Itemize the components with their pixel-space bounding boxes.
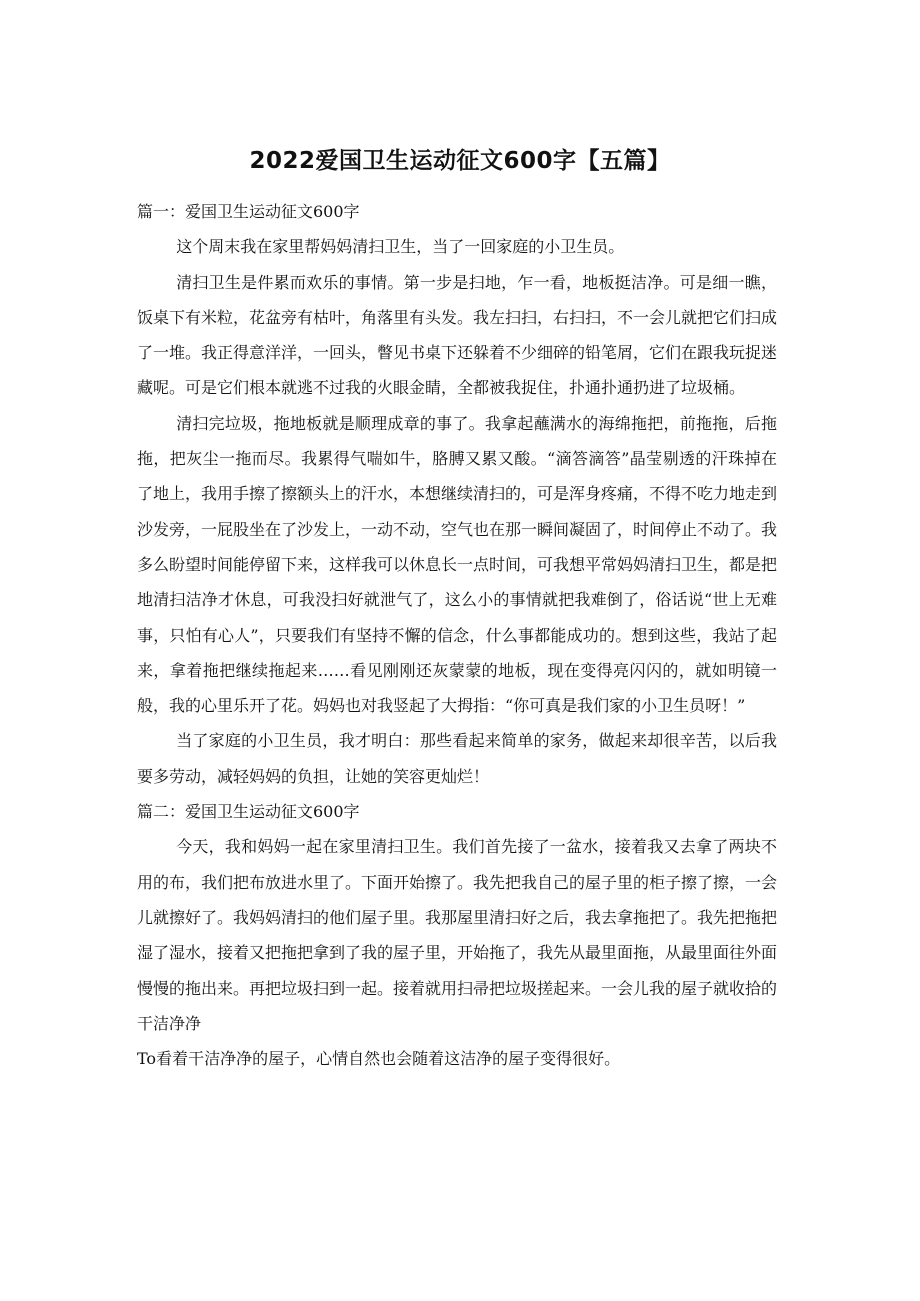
trailing-line: To看着干洁净净的屋子，心情自然也会随着这洁净的屋子变得很好。 bbox=[137, 1049, 621, 1069]
document-title: 2022爱国卫生运动征文600字【五篇】 bbox=[249, 148, 671, 174]
paragraph: 这个周末我在家里帮妈妈清扫卫生，当了一回家庭的小卫生员。 bbox=[176, 237, 625, 257]
paragraph: 清扫完垃圾，拖地板就是顺理成章的事了。我拿起蘸满水的海绵拖把，前拖拖，后拖拖，把灰尘一拖而尽。我累得气喘如牛，胳膊又累又酸。“滴答滴答”晶莹剔透的汗珠掉在了地上，我用手擦了擦额头上的汗水，本想继续清扫的，可是浑身疼痛，不得不吃力地走到沙发旁，一屁股坐在了沙发上，一动不动，空气也在那一瞬间凝固了，时间停止不动了。我多么盼望时间能停留下来，这样我可以休息长一点时间，可我想平常妈妈清扫卫生，都是把地清扫洁净才休息，可我没扫好就泄气了，这么小的事情就把我难倒了，俗话说“世上无难事，只怕有心人”，只要我们有坚持不懈的信念，什么事都能成功的。想到这些，我站了起来，拿着拖把继续拖起来……看见刚刚还灰蒙蒙的地板，现在变得亮闪闪的，就如明镜一般，我的心里乐开了花。妈妈也对我竖起了大拇指：“你可真是我们家的小卫生员呀！” bbox=[137, 413, 778, 716]
section-heading: 篇二：爱国卫生运动征文600字 bbox=[137, 802, 360, 822]
section-2 bbox=[137, 794, 777, 1076]
section-heading: 篇一：爱国卫生运动征文600字 bbox=[137, 202, 360, 221]
section-1 bbox=[137, 194, 777, 794]
document-body bbox=[137, 194, 777, 1076]
paragraph: 清扫卫生是件累而欢乐的事情。第一步是扫地，乍一看，地板挺洁净。可是细一瞧，饭桌下有米粒，花盆旁有枯叶，角落里有头发。我左扫扫，右扫扫，不一会儿就把它们扫成了一堆。我正得意洋洋，一回头，瞥见书桌下还躲着不少细碎的铅笔屑，它们在跟我玩捉迷藏呢。可是它们根本就逃不过我的火眼金睛，全都被我捉住，扑通扑通扔进了垃圾桶。 bbox=[137, 272, 778, 398]
paragraph: 今天，我和妈妈一起在家里清扫卫生。我们首先接了一盆水，接着我又去拿了两块不用的布，我们把布放进水里了。下面开始擦了。我先把我自己的屋子里的柜子擦了擦，一会儿就擦好了。我妈妈清扫的他们屋子里。我那屋里清扫好之后，我去拿拖把了。我先把拖把湿了湿水，接着又把拖把拿到了我的屋子里，开始拖了，我先从最里面拖，从最里面往外面慢慢的拖出来。再把垃圾扫到一起。接着就用扫帚把垃圾搓起来。一会儿我的屋子就收拾的干洁净净 bbox=[137, 837, 778, 1033]
paragraph: 当了家庭的小卫生员，我才明白：那些看起来简单的家务，做起来却很辛苦，以后我要多劳动，减轻妈妈的负担，让她的笑容更灿烂！ bbox=[137, 731, 777, 786]
